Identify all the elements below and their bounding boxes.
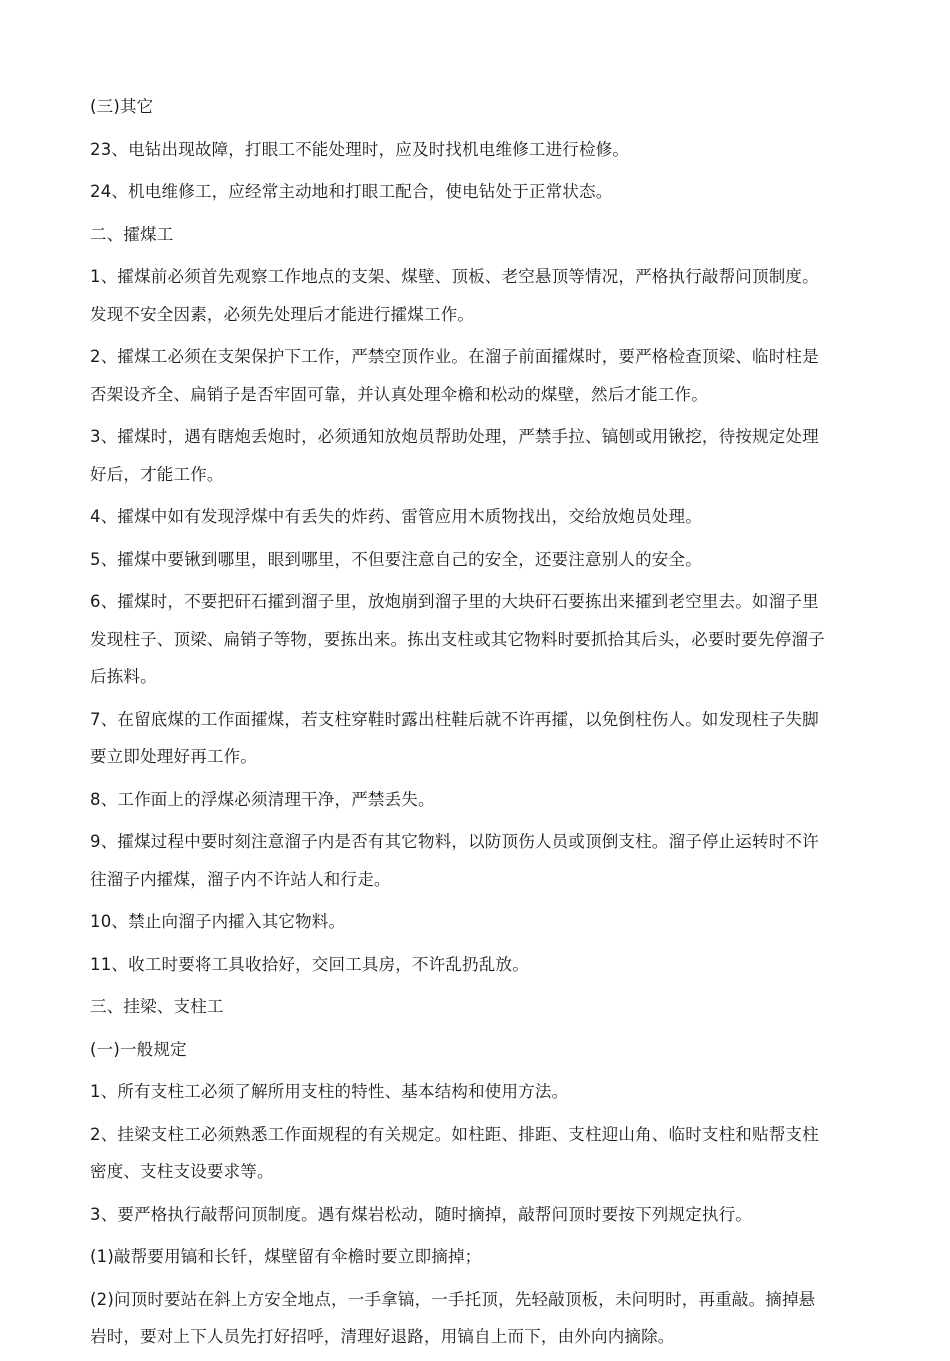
- rule-item-3: 3、攉煤时，遇有瞎炮丢炮时，必须通知放炮员帮助处理，严禁手拉、镐刨或用锹挖，待按规定处理好后，才能工作。: [90, 427, 819, 484]
- rule-item-24: 24、机电维修工，应经常主动地和打眼工配合，使电钻处于正常状态。: [90, 182, 613, 201]
- sub-rule-item-1: (1)敲帮要用镐和长钎，煤壁留有伞檐时要立即摘掉；: [90, 1247, 482, 1266]
- sub-rule-item-2: (2)问顶时要站在斜上方安全地点，一手拿镐，一手托顶，先轻敲顶板，未问明时，再重敲。摘掉悬岩时，要对上下人员先打好招呼，清理好退路，用镐自上而下，由外向内摘除。: [90, 1289, 816, 1346]
- section-heading-coal-shoveler: 二、攉煤工: [90, 224, 174, 244]
- rule-item-11: 11、收工时要将工具收拾好，交回工具房，不许乱扔乱放。: [90, 954, 529, 974]
- rule-item-7: 7、在留底煤的工作面攉煤，若支柱穿鞋时露出柱鞋后就不许再攉，以免倒柱伤人。如发现柱子失脚要立即处理好再工作。: [90, 709, 819, 766]
- rule-item-10: 10、禁止向溜子内攉入其它物料。: [90, 912, 346, 931]
- rule-item-2: 2、挂梁支柱工必须熟悉工作面规程的有关规定。如柱距、排距、支柱迎山角、临时支柱和贴帮支柱密度、支柱支设要求等。: [90, 1124, 819, 1181]
- rule-item-3: 3、要严格执行敲帮问顶制度。遇有煤岩松动，随时摘掉，敲帮问顶时要按下列规定执行。: [90, 1204, 752, 1224]
- document-body: [90, 88, 830, 1361]
- rule-item-5: 5、攉煤中要锹到哪里，眼到哪里，不但要注意自己的安全，还要注意别人的安全。: [90, 549, 702, 569]
- rule-item-9: 9、攉煤过程中要时刻注意溜子内是否有其它物料，以防顶伤人员或顶倒支柱。溜子停止运转时不许往溜子内攉煤，溜子内不许站人和行走。: [90, 832, 819, 889]
- rule-item-4: 4、攉煤中如有发现浮煤中有丢失的炸药、雷管应用木质物找出，交给放炮员处理。: [90, 507, 702, 526]
- section-heading-other: (三)其它: [90, 97, 154, 116]
- subsection-heading-general-rules: (一)一般规定: [90, 1039, 187, 1059]
- rule-item-1: 1、攉煤前必须首先观察工作地点的支架、煤壁、顶板、老空悬顶等情况，严格执行敲帮问顶制度。发现不安全因素，必须先处理后才能进行攉煤工作。: [90, 267, 819, 324]
- rule-item-6: 6、攉煤时，不要把矸石攉到溜子里，放炮崩到溜子里的大块矸石要拣出来攉到老空里去。如溜子里发现柱子、顶梁、扁销子等物，要拣出来。拣出支柱或其它物料时要抓拾其后头，必要时要先停溜子后拣料。: [90, 592, 825, 686]
- rule-item-23: 23、电钻出现故障，打眼工不能处理时，应及时找机电维修工进行检修。: [90, 139, 630, 159]
- section-heading-beam-prop-worker: 三、挂梁、支柱工: [90, 997, 224, 1016]
- rule-item-1: 1、所有支柱工必须了解所用支柱的特性、基本结构和使用方法。: [90, 1082, 569, 1101]
- rule-item-8: 8、工作面上的浮煤必须清理干净，严禁丢失。: [90, 789, 435, 809]
- rule-item-2: 2、攉煤工必须在支架保护下工作，严禁空顶作业。在溜子前面攉煤时，要严格检查顶梁、临时柱是否架设齐全、扁销子是否牢固可靠，并认真处理伞檐和松动的煤壁，然后才能工作。: [90, 347, 819, 404]
